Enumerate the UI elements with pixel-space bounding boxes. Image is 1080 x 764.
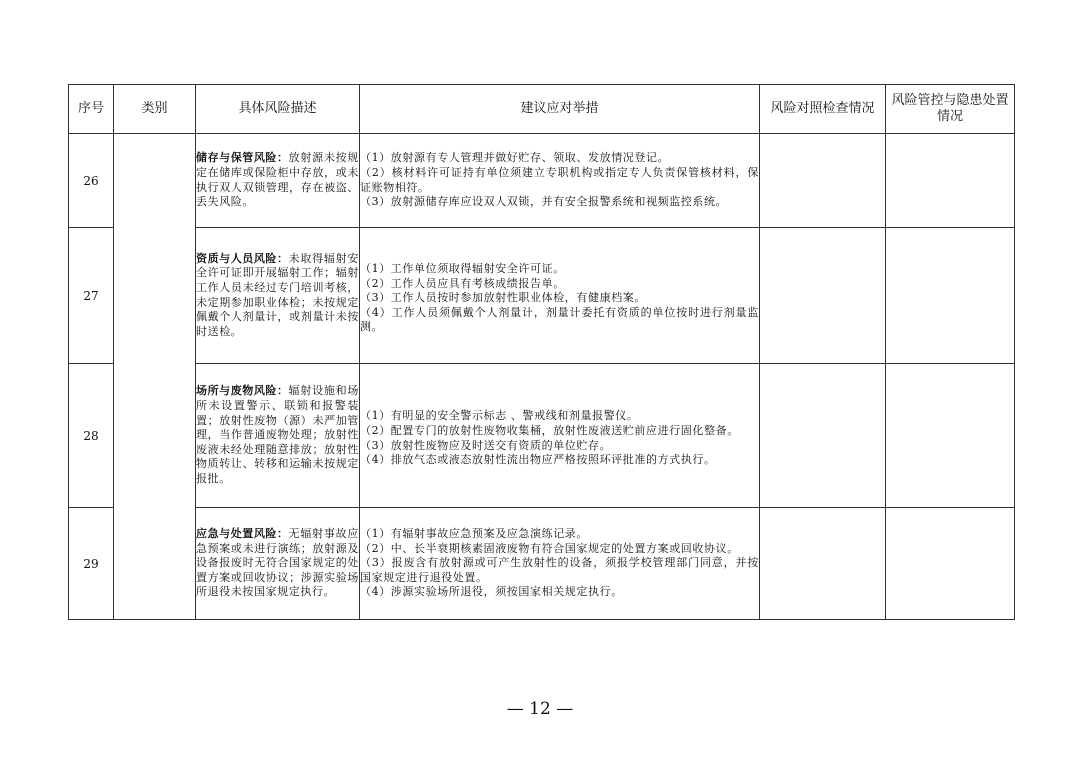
category-cell <box>114 134 196 620</box>
table-row <box>69 508 1015 620</box>
risk-title: 应急与处置风险： <box>196 527 289 541</box>
check-cell <box>760 134 886 228</box>
measure-item: （2）核材料许可证持有单位须建立专职机构或指定专人负责保管核材料，保证账物相符。 <box>360 165 759 194</box>
table-header-row <box>69 85 1015 134</box>
control-cell <box>886 364 1015 508</box>
check-cell <box>760 508 886 620</box>
risk-text: 辐射设施和场所未设置警示、联锁和报警装置；放射性废物（源）未严加管理，当作普通废物处理；放射性废液未经处理随意排放；放射性物质转让、转移和运输未按规定报批。 <box>196 384 359 485</box>
row-seq: 29 <box>69 508 114 620</box>
header-measures: 建议应对举措 <box>360 85 760 134</box>
measure-item: （1）放射源有专人管理并做好贮存、领取、发放情况登记。 <box>360 151 670 165</box>
risk-description <box>196 508 360 620</box>
measure-item: （3）放射性废物应及时送交有资质的单位贮存。 <box>360 438 612 452</box>
risk-text: 无辐射事故应急预案或未进行演练；放射源及设备报废时无符合国家规定的处置方案或回收协议；涉源实验场所退役未按国家规定执行。 <box>196 527 359 599</box>
measure-item: （2）工作人员应具有考核成绩报告单。 <box>360 276 565 290</box>
header-category: 类别 <box>114 85 196 134</box>
risk-description <box>196 364 360 508</box>
header-seq: 序号 <box>69 85 114 134</box>
risk-table <box>68 84 1015 620</box>
risk-title: 资质与人员风险： <box>196 251 289 265</box>
row-seq: 27 <box>69 228 114 364</box>
measure-item: （3）报废含有放射源或可产生放射性的设备，须报学校管理部门同意，并按国家规定进行退役处置。 <box>360 556 759 584</box>
check-cell <box>760 364 886 508</box>
page-number: — 12 — <box>506 699 574 719</box>
measure-item: （4）排放气态或液态放射性流出物应严格按照环评批准的方式执行。 <box>360 453 716 467</box>
control-cell <box>886 508 1015 620</box>
measures-cell <box>360 228 760 364</box>
risk-text: 未取得辐射安全许可证即开展辐射工作；辐射工作人员未经过专门培训考核，未定期参加职业体检；未按规定佩戴个人剂量计，或剂量计未按时送检。 <box>196 251 359 338</box>
measure-item: （2）中、长半衰期核素固液废物有符合国家规定的处置方案或回收协议。 <box>360 541 739 555</box>
control-cell <box>886 134 1015 228</box>
control-cell <box>886 228 1015 364</box>
row-seq: 28 <box>69 364 114 508</box>
measure-item: （4）工作人员须佩戴个人剂量计，剂量计委托有资质的单位按时进行剂量监测。 <box>360 305 759 334</box>
header-description: 具体风险描述 <box>196 85 360 134</box>
risk-text: 放射源未按规定在储库或保险柜中存放，或未执行双人双锁管理，存在被盗、丢失风险。 <box>196 151 359 209</box>
measure-item: （1）工作单位须取得辐射安全许可证。 <box>360 262 565 276</box>
measure-item: （1）有明显的安全警示标志 、警戒线和剂量报警仪。 <box>360 409 639 423</box>
risk-description <box>196 134 360 228</box>
measure-item: （1）有辐射事故应急预案及应急演练记录。 <box>360 527 588 541</box>
measure-item: （4）涉源实验场所退役，须按国家相关规定执行。 <box>360 585 623 599</box>
measure-item: （2）配置专门的放射性废物收集桶，放射性废液送贮前应进行固化整备。 <box>360 423 739 437</box>
risk-description <box>196 228 360 364</box>
table-row <box>69 134 1015 228</box>
row-seq: 26 <box>69 134 114 228</box>
risk-title: 储存与保管风险： <box>196 151 289 165</box>
measures-cell <box>360 508 760 620</box>
table-row <box>69 364 1015 508</box>
risk-title: 场所与废物风险： <box>196 384 289 398</box>
header-check: 风险对照检查情况 <box>760 85 886 134</box>
measure-item: （3）放射源储存库应设双人双锁，并有安全报警系统和视频监控系统。 <box>360 195 728 209</box>
header-control: 风险管控与隐患处置情况 <box>886 85 1015 134</box>
measure-item: （3）工作人员按时参加放射性职业体检，有健康档案。 <box>360 291 646 305</box>
measures-cell <box>360 364 760 508</box>
measures-cell <box>360 134 760 228</box>
table-row <box>69 228 1015 364</box>
check-cell <box>760 228 886 364</box>
